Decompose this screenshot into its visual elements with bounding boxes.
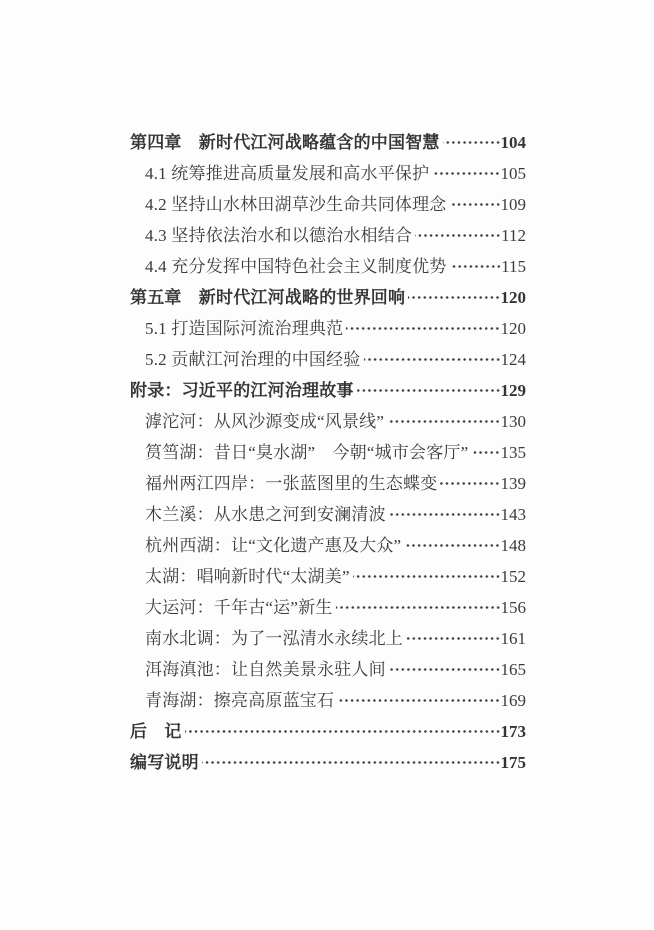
dot-leader-icon xyxy=(353,561,501,592)
toc-entry-page-number: 112 xyxy=(501,226,526,245)
toc-entry-page-number: 105 xyxy=(500,164,526,183)
toc-entry xyxy=(130,561,526,592)
toc-entry xyxy=(130,747,526,778)
toc-entry-page-number: 124 xyxy=(500,350,526,369)
dot-leader-icon xyxy=(440,468,500,499)
toc-entry-page-number: 109 xyxy=(500,195,526,214)
toc-entry-page-number: 156 xyxy=(500,598,526,617)
dot-leader-icon xyxy=(404,530,500,561)
dot-leader-icon xyxy=(364,344,501,375)
toc-entry-page-number: 143 xyxy=(500,505,526,524)
toc-entry-label: 4.4 充分发挥中国特色社会主义制度优势 xyxy=(145,257,447,276)
dot-leader-icon xyxy=(357,375,501,406)
toc-entry xyxy=(130,468,526,499)
toc-entry-label: 5.2 贡献江河治理的中国经验 xyxy=(145,350,361,369)
dot-leader-icon xyxy=(387,406,500,437)
toc-entry-label: 第五章 新时代江河战略的世界回响 xyxy=(130,288,406,307)
toc-entry xyxy=(130,220,526,251)
toc-entry-page-number: 148 xyxy=(500,536,526,555)
toc-entry xyxy=(130,437,526,468)
toc-entry xyxy=(130,344,526,375)
toc-entry xyxy=(130,375,526,406)
toc-entry-label: 洱海滇池：让自然美景永驻人间 xyxy=(145,660,386,679)
dot-leader-icon xyxy=(408,282,500,313)
toc-list xyxy=(130,127,526,778)
toc-entry-label: 青海湖：擦亮高原蓝宝石 xyxy=(145,691,335,710)
toc-entry-page-number: 120 xyxy=(500,288,526,307)
toc-entry xyxy=(130,623,526,654)
dot-leader-icon xyxy=(389,654,501,685)
toc-entry-page-number: 115 xyxy=(501,257,526,276)
toc-entry-label: 滹沱河：从风沙源变成“风景线” xyxy=(145,412,385,431)
dot-leader-icon xyxy=(450,251,502,282)
toc-entry-page-number: 135 xyxy=(500,443,526,462)
toc-entry xyxy=(130,499,526,530)
toc-entry-page-number: 152 xyxy=(500,567,526,586)
toc-entry xyxy=(130,592,526,623)
dot-leader-icon xyxy=(406,623,501,654)
dot-leader-icon xyxy=(185,716,501,747)
dot-leader-icon xyxy=(202,747,501,778)
toc-entry-label: 杭州西湖：让“文化遗产惠及大众” xyxy=(145,536,402,555)
dot-leader-icon xyxy=(415,220,501,251)
toc-entry xyxy=(130,313,526,344)
toc-entry xyxy=(130,530,526,561)
toc-entry-label: 附录：习近平的江河治理故事 xyxy=(130,381,354,400)
dot-leader-icon xyxy=(432,158,500,189)
toc-entry-label: 4.2 坚持山水林田湖草沙生命共同体理念 xyxy=(145,195,447,214)
toc-entry-label: 编写说明 xyxy=(130,753,199,772)
toc-entry-label: 4.1 统筹推进高质量发展和高水平保护 xyxy=(145,164,430,183)
toc-entry xyxy=(130,251,526,282)
toc-entry-label: 南水北调：为了一泓清水永续北上 xyxy=(145,629,403,648)
toc-entry-page-number: 104 xyxy=(500,133,526,152)
toc-entry-page-number: 130 xyxy=(500,412,526,431)
toc-entry-page-number: 173 xyxy=(500,722,526,741)
toc-entry-page-number: 175 xyxy=(500,753,526,772)
toc-entry-label: 筼筜湖：昔日“臭水湖” 今朝“城市会客厅” xyxy=(145,443,469,462)
toc-entry-page-number: 139 xyxy=(500,474,526,493)
dot-leader-icon xyxy=(450,189,501,220)
toc-entry-page-number: 161 xyxy=(500,629,526,648)
toc-entry-label: 太湖：唱响新时代“太湖美” xyxy=(145,567,350,586)
toc-entry xyxy=(130,127,526,158)
toc-entry-label: 4.3 坚持依法治水和以德治水相结合 xyxy=(145,226,413,245)
toc-entry-label: 福州两江四岸：一张蓝图里的生态蝶变 xyxy=(145,474,438,493)
toc-entry xyxy=(130,282,526,313)
dot-leader-icon xyxy=(337,685,500,716)
dot-leader-icon xyxy=(471,437,500,468)
toc-entry-page-number: 165 xyxy=(500,660,526,679)
toc-entry-page-number: 120 xyxy=(500,319,526,338)
toc-entry xyxy=(130,158,526,189)
toc-entry xyxy=(130,406,526,437)
toc-entry-page-number: 129 xyxy=(500,381,526,400)
dot-leader-icon xyxy=(389,499,501,530)
dot-leader-icon xyxy=(346,313,500,344)
toc-entry-label: 5.1 打造国际河流治理典范 xyxy=(145,319,344,338)
toc-entry-label: 大运河：千年古“运”新生 xyxy=(145,598,333,617)
toc-entry xyxy=(130,685,526,716)
dot-leader-icon xyxy=(336,592,501,623)
toc-entry-label: 后 记 xyxy=(130,722,182,741)
toc-entry-label: 第四章 新时代江河战略蕴含的中国智慧 xyxy=(130,133,440,152)
toc-entry-label: 木兰溪：从水患之河到安澜清波 xyxy=(145,505,386,524)
toc-entry xyxy=(130,189,526,220)
toc-entry xyxy=(130,654,526,685)
toc-entry xyxy=(130,716,526,747)
dot-leader-icon xyxy=(443,127,501,158)
toc-entry-page-number: 169 xyxy=(500,691,526,710)
